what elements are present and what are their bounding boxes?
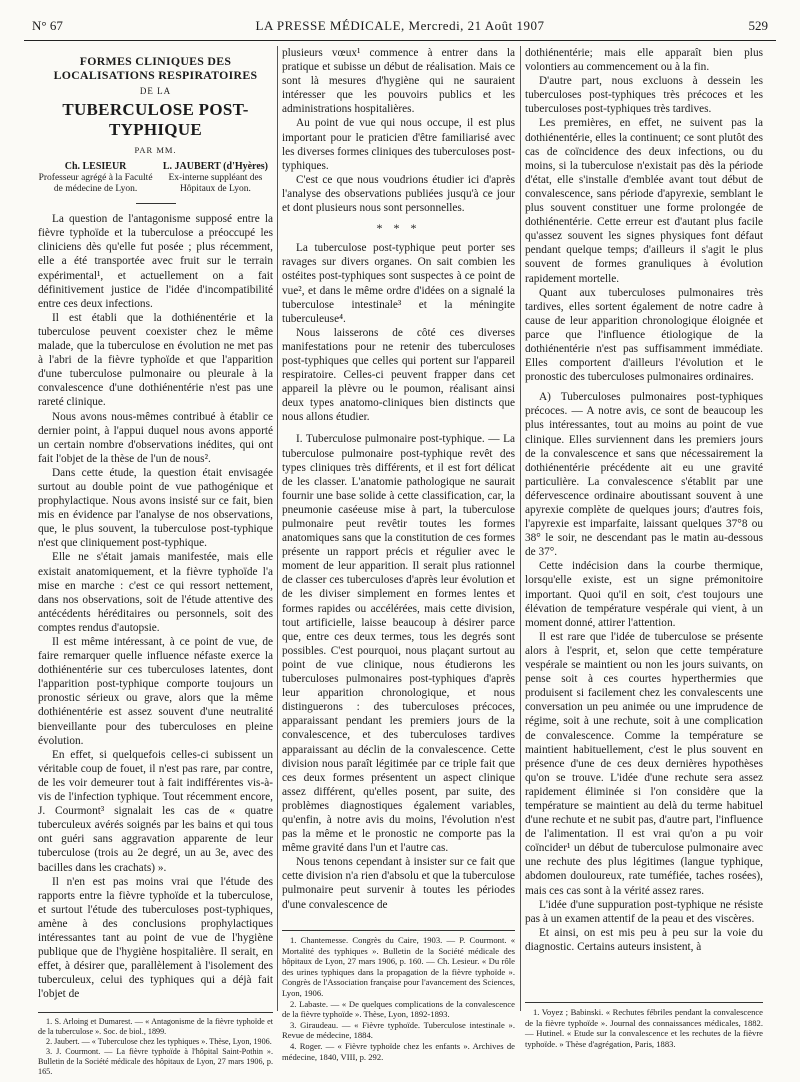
footnote: 3. Giraudeau. — « Fièvre typhoïde. Tuberculose intestinale ». Revue de médecine, 1884. <box>282 1019 515 1041</box>
author-2 <box>158 161 273 195</box>
authors-block <box>38 161 273 195</box>
footnote: 2. Labaste. — « De quelques complications de la convalescence de la fièvre typhoïde ». Thèse, Lyon, 1892-1893. <box>282 998 515 1020</box>
paragraph: Au point de vue qui nous occupe, il est plus important pour le praticien d'être familiarisé avec les diverses formes cliniques des tuberculoses post-typhiques. <box>282 117 515 172</box>
author-2-name: L. JAUBERT (d'Hyères) <box>162 161 268 173</box>
paragraph: Elle ne s'était jamais manifestée, mais elle existait anatomiquement, et la fièvre typhoïde l'a mise en marche : c'est ce qui ressort nettement, dans nos observations, soit de l'étude attentive des antécédents héréditaires ou personnels, soit des comptes rendus d'autopsie. <box>38 551 273 634</box>
footnote: 1. Chantemesse. Congrès du Caire, 1903. — P. Courmont. « Mortalité des typhiques ». Bulletin de la Société médicale des hôpitaux de Lyon, 27 mars 1906, p. 160. — Ch. Lesieur. « Du rôle des urines typhiques dans la propagation de la fièvre typhoïde ». Congrès de l'Association française pour l'avancement des Sciences, Lyon, 1906. <box>282 935 515 998</box>
footnote: 1. Voyez ; Babinski. « Rechutes fébriles pendant la convalescence de la fièvre typhoïde ». Journal des connaissances médicales, 1882. — Hutinel. « Etude sur la convalescence et les rechutes de la fièvre typhoïde. » Thèse d'agrégation, Paris, 1883. <box>525 1007 763 1049</box>
paragraph: Dans cette étude, la question était envisagée surtout au double point de vue pathogénique et prophylactique. Nous avons insisté sur ce fait, bien mis en évidence par l'analyse de nos observations, que, le plus souvent, la tuberculose post-typhique n'est que cliniquement post-typhique. <box>38 466 273 550</box>
subsection-paragraph: A) Tuberculoses pulmonaires post-typhiques précoces. — A notre avis, ce sont de beaucoup les plus intéressantes, tout au moins au point de vue clinique. Elles surviennent dans les premiers jours de la convalescence et sans que nécessairement la dothiénentérie précédente ait eu une gravité particulière. La convalescence s'établit par une défervescence ordinaire aboutissant souvent à une apyrexie complète de quelques jours; d'autres fois, l'apyrexie est imparfaite, laissant quelques 37°8 ou 38° le soir, ne descendant pas le matin au-dessous de 37°. <box>525 391 763 559</box>
footnotes-column-2 <box>282 930 515 1062</box>
paragraph: Quant aux tuberculoses pulmonaires très tardives, elles sortent également de notre cadre à cause de leur apparition chronologique éloignée et parce que l'influence étiologique de la dothiénentérie n'est pas suffisamment immédiate. Elles comportent d'ailleurs l'évolution et le pronostic des tuberculoses pulmonaires ordinaires. <box>525 286 763 384</box>
paragraph: Nous laisserons de côté ces diverses manifestations pour ne retenir des tuberculoses post-typhiques que celles qui portent sur l'appareil respiratoire. Celles-ci peuvent frapper dans cet appareil la plèvre ou le poumon, réalisant ainsi deux types anatomo-cliniques bien distincts que nous allons étudier. <box>282 326 515 424</box>
authors-intro: PAR MM. <box>134 145 177 156</box>
paragraph: L'idée d'une suppuration post-typhique ne résiste pas à un examen attentif de la peau et des viscères. <box>525 898 763 925</box>
paragraph: Il est rare que l'idée de tuberculose se présente alors à l'esprit, et, selon que cette température vespérale se maintient ou non les jours suivants, on pense soit à ces courtes hyperthermies que produisent si facilement chez les convalescents une conversation un peu animée ou une imprudence de régime, soit à une rechute, soit à une complication de convalescence. Comme la température se maintient habituellement, c'est le plus souvent en présence d'une de ces deux dernières hypothèses qu'on se trouve. L'idée d'une rechute sera assez rapidement éliminée si l'on considère que la température se maintient au delà du terme habituel d'une rechute et ne subit pas, d'autre part, l'influence de l'alimentation. Il est vrai qu'on a pu voir coïncider¹ un début de tuberculose pulmonaire avec une rechute des plus légitimes (langue typhique, abdomen douloureux, rate tuméfiée, taches rosées), mais ces cas sont à la vérité assez rares. <box>525 630 763 897</box>
paragraph: Cette indécision dans la courbe thermique, lorsqu'elle existe, est un signe prémonitoire important. Quoi qu'il en soit, c'est toujours une élévation de température vespérale qui vient, à un moment donné, attirer l'attention. <box>525 560 763 629</box>
paragraph: Et ainsi, on est mis peu à peu sur la voie du diagnostic. Certains auteurs insistent, à <box>525 926 763 953</box>
author-1 <box>38 161 153 195</box>
author-1-name: Ch. LESIEUR <box>64 161 127 173</box>
paragraph: Nous avons nous-mêmes contribué à établir ce dernier point, à l'appui duquel nous avons apporté un certain nombre d'observations inédites, qui ont fait l'objet de la thèse de l'un de nous². <box>38 410 273 465</box>
paragraph: La question de l'antagonisme supposé entre la fièvre typhoïde et la tuberculose a préoccupé les cliniciens dès qu'elle fut posée ; plus récemment, elle a été transportée avec fruit sur le terrain expérimental¹, et actuellement on a fait définitivement justice de l'idée d'incompatibilité entre ces deux infections. <box>38 213 273 310</box>
footnotes-column-1 <box>38 1012 273 1077</box>
author-1-role: Professeur agrégé à la Faculté de médecine de Lyon. <box>38 173 153 195</box>
journal-title: LA PRESSE MÉDICALE, Mercredi, 21 Août 1907 <box>255 18 545 33</box>
footnote: 3. J. Courmont. — La fièvre typhoïde à l'hôpital Saint-Pothin ». Bulletin de la Société médicale des hôpitaux de Lyon, 27 mars 1906, p. 165. <box>38 1047 273 1077</box>
paragraph: Les premières, en effet, ne suivent pas la dothiénentérie, elles la continuent; ce sont plutôt des cas de coïncidence des deux infections, ou du moins, si la tuberculose n'existait pas dès la période d'état, elle s'installe d'emblée avant tout début de convalescence, sans période d'apyrexie, semblant le plus souvent constituer une forme prolongée de dothiénentérie. Cette erreur est d'autant plus facile qu'assez souvent les signes physiques font défaut pendant quelque temps; d'ailleurs il s'agit le plus souvent de formes granuliques à évolution rapidement mortelle. <box>525 117 763 285</box>
paragraph: D'autre part, nous excluons à dessein les tuberculoses post-typhiques très précoces et les tuberculoses post-typhiques très tardives. <box>525 75 763 116</box>
article-title-main: TUBERCULOSE POST-TYPHIQUE <box>62 100 249 140</box>
article-title-line2: DE LA <box>139 86 172 96</box>
paragraph: Il est établi que la dothiénentérie et la tuberculose peuvent coexister chez le même malade, que la tuberculose en évolution ne met pas à l'abri de la fièvre typhoïde et que l'apparition d'une tuberculose pulmonaire ou pleurale à la convalescence d'une dothiénentérie n'est pas une rareté clinique. <box>38 311 273 409</box>
paragraph: La tuberculose post-typhique peut porter ses ravages sur divers organes. On sait combien les ostéites post-typhiques sont suspectes à ce point de vue², et dans le même ordre d'idées on a signalé la tuberculose intestinale³ et la méningite tuberculeuse⁴. <box>282 242 515 325</box>
author-2-role: Ex-interne suppléant des Hôpitaux de Lyon. <box>168 173 263 195</box>
column-2 <box>282 46 515 912</box>
footnote: 1. S. Arloing et Dumarest. — « Antagonisme de la fièvre typhoïde et de la tuberculose ». Soc. de biol., 1899. <box>38 1017 273 1037</box>
column-rule <box>277 46 278 1011</box>
page-header <box>24 14 776 41</box>
paragraph: Il est même intéressant, à ce point de vue, de faire remarquer quelle influence néfaste exerce la dothiénentérie sur ces tuberculoses latentes, dont l'apparition post-typhique comporte toujours un pronostic sérieux ou grave, alors que la même dothiénentérie est assez souvent d'une neutralité bienveillante pour des tuberculoses en pleine évolution. <box>38 636 273 747</box>
paragraph: dothiénentérie; mais elle apparaît bien plus volontiers au commencement ou à la fin. <box>525 47 763 74</box>
footnote: 2. Jaubert. — « Tuberculose chez les typhiques ». Thèse, Lyon, 1906. <box>46 1037 272 1047</box>
section-paragraph: I. Tuberculose pulmonaire post-typhique. — La tuberculose pulmonaire post-typhique revêt des types cliniques très différents, et il est fort délicat de les classer. L'anatomie pathologique ne saurait fournir une base solide à cette classification, car, la pneumonie caséeuse mise à part, la tuberculose pulmonaire peut revêtir toutes les formes anatomiques sans que la constitution de ces formes présente un rapport précis et régulier avec le moment de leur apparition. Il serait plus rationnel de classer ces tuberculoses d'après leur évolution et de les diviser simplement en formes lentes et formes rapides ou accélérées, mais cette division, tout artificielle, laisse beaucoup à désirer parce que, entre ces deux termes, tous les degrés sont possibles. C'est pourquoi, nous plaçant surtout au point de vue clinique, nous étudierons les tuberculoses pulmonaires post-typhiques d'après leur apparition chronologique, et nous distinguerons : des tuberculoses précoces, apparaissant pendant les premiers jours de la convalescence, et des tuberculoses tardives apparaissant au déclin de la convalescence. Cette division nous paraît légitimée par ce triple fait que ces deux formes présentent un aspect clinique assez différent, qu'elles posent, par suite, des problèmes diagnostiques également variables, qu'enfin, à notre avis du moins, l'évolution n'est pas la même et le pronostic ne comporte pas la même gravité dans l'un et l'autre cas. <box>282 433 515 855</box>
issue-number: N° 67 <box>32 18 63 33</box>
column-1 <box>38 46 273 1001</box>
footnote: 4. Roger. — « Fièvre typhoïde chez les enfants ». Archives de médecine, 1840, VIII, p. 292. <box>282 1040 515 1062</box>
paragraph: Nous tenons cependant à insister sur ce fait que cette division n'a rien d'absolu et que la tuberculose pulmonaire peut survenir à toutes les périodes d'une convalescence de <box>282 856 515 911</box>
paragraph: En effet, si quelquefois celles-ci subissent un véritable coup de fouet, il n'est pas rare, par contre, de les voir demeurer tout à fait indifférentes vis-à-vis de l'infection typhique. Tout récemment encore, J. Courmont³ signalait les cas de « quatre tuberculeux avérés soignés par les bains et qui tous ont guéri sans aggravation apparente de leur tuberculose (trois au 2e degré, un au 3e, avec des bacilles dans les crachats) ». <box>38 748 273 874</box>
paragraph: plusieurs vœux¹ commence à entrer dans la pratique et subisse un début de réalisation. Mais ce sont là mesures d'hygiène qui ne sauraient intéresser que les pouvoirs publics et les administrations hospitalières. <box>282 47 515 116</box>
page-number: 529 <box>748 18 768 33</box>
article-title-line1: FORMES CLINIQUES DES LOCALISATIONS RESPIRATOIRES <box>53 54 258 82</box>
column-3 <box>525 46 763 954</box>
title-divider <box>136 203 176 204</box>
section-ornament: * * * <box>376 221 421 236</box>
paragraph: C'est ce que nous voudrions étudier ici d'après l'analyse des observations publiées jusqu'à ce jour et dont plusieurs nous sont personnelles. <box>282 173 515 215</box>
footnotes-column-3 <box>525 1002 763 1049</box>
column-rule <box>520 46 521 1011</box>
paragraph: Il n'en est pas moins vrai que l'étude des rapports entre la fièvre typhoïde et la tuberculose, et surtout l'étude des tuberculoses post-typhiques, amène à des conclusions prophylactiques intéressantes tant au point de vue de l'hygiène publique que de l'hygiène hospitalière. Il serait, en effet, à désirer que, parallèlement à l'isolement des tuberculeux, celui des typhiques qui a déjà fait l'objet de <box>38 875 273 1001</box>
